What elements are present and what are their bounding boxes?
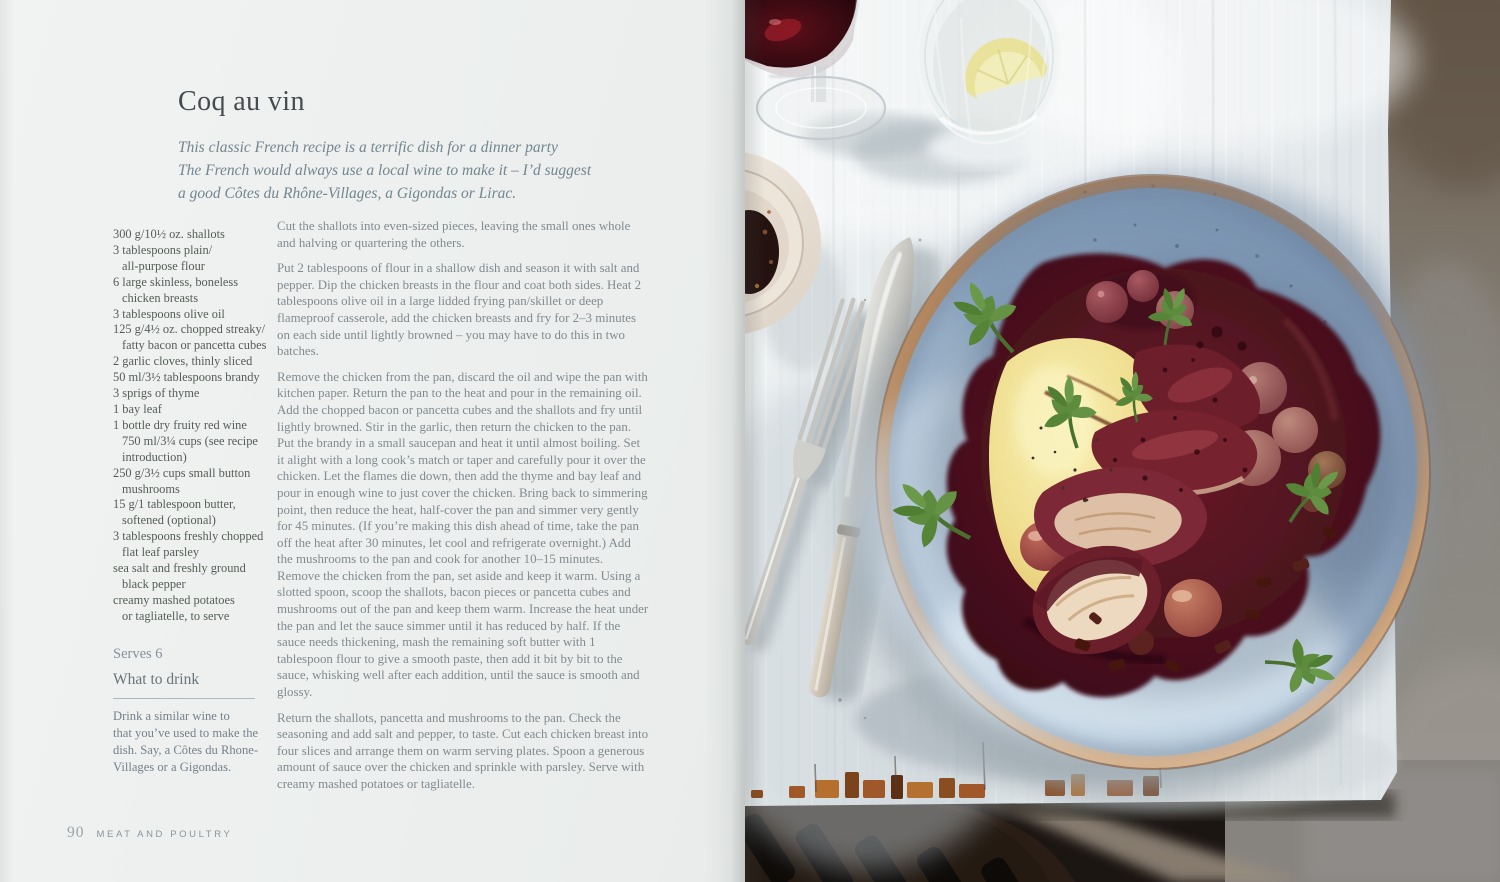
recipe-intro — [178, 136, 591, 205]
ingredient-line: 1 bottle dry fruity red wine — [113, 417, 247, 432]
ingredient-item — [113, 402, 285, 418]
drink-note-line: dish. Say, a Côtes du Rhone- — [113, 743, 259, 757]
coq-au-vin-photo — [745, 0, 1500, 882]
ingredient-line: 3 tablespoons plain/ — [113, 242, 213, 257]
page-footer — [67, 824, 232, 842]
ingredient-line: 300 g/10½ oz. shallots — [113, 227, 225, 241]
serves-label: Serves 6 — [113, 646, 163, 662]
ingredient-line: 50 ml/3½ tablespoons brandy — [113, 370, 260, 385]
ingredient-line: black pepper — [122, 576, 186, 591]
ingredient-item — [113, 561, 285, 593]
ingredient-line: 750 ml/3¼ cups (see recipe — [122, 433, 258, 448]
method-paragraph: Return the shallots, pancetta and mushrooms to the pan. Check the seasoning and add salt and pepper, to taste. Cut each chicken breast into four slices and arrange them on warm serving plates. Spoon a generous amount of sauce over the chicken and sprinkle with parsley. Serve with creamy mashed potatoes or tagliatelle. — [277, 710, 649, 791]
method-paragraph: Remove the chicken from the pan, discard the oil and wipe the pan with kitchen paper. Return the pan to the heat and pour in the remaining oil. Add the chopped bacon or pancetta cubes and the shallots and fry until lightly browned. Stir in the garlic, then return the chicken to the pan. Put the brandy in a small saucepan and heat it until almost boiling. Set it alight with a long cook’s match or taper and carefully pour it over the chicken. Let the flames die down, then add the thyme and bay leaf and pour in enough wine to just cover the chicken. Bring back to simmering point, then reduce the heat, half-cover the pan and simmer very gently for 45 minutes. (If you’re making this dish ahead of time, take the pan off the heat after 30 minutes, let cool and refrigerate overnight.) Add the mushrooms to the pan and cook for another 10–15 minutes. Remove the chicken from the pan, set aside and keep it warm. Using a slotted spoon, scoop the shallots, bacon pieces or pancetta cubes and mushrooms out of the pan and keep them warm. Increase the heat under the pan and let the sauce simmer until it has reduced by half. If the sauce needs thickening, mash the remaining soft butter with 1 tablespoon flour to give a smooth paste, then add it bit by bit to the sauce, whisking well after each addition, until the sauce is smooth and glossy. — [277, 369, 649, 700]
ingredient-line: sea salt and freshly ground — [113, 561, 246, 576]
ingredient-line: 3 tablespoons olive oil — [113, 306, 225, 321]
ingredient-item — [113, 386, 285, 402]
section-label: MEAT AND POULTRY — [96, 829, 233, 840]
page-number: 90 — [67, 824, 85, 841]
ingredient-line: mushrooms — [122, 481, 180, 496]
recipe-page — [0, 0, 745, 882]
ingredient-line: or tagliatelle, to serve — [122, 608, 230, 623]
ingredient-item — [113, 227, 285, 243]
ingredient-line: 6 large skinless, boneless — [113, 274, 239, 289]
ingredient-item — [113, 497, 285, 529]
ingredient-item — [113, 466, 285, 498]
drink-note-line: Villages or a Gigondas. — [113, 760, 232, 774]
ingredient-line: flat leaf parsley — [122, 545, 200, 560]
ingredient-line: 3 sprigs of thyme — [113, 386, 200, 401]
drink-note — [113, 708, 258, 776]
ingredient-item — [113, 275, 285, 307]
ingredient-line: creamy mashed potatoes — [113, 592, 235, 607]
drink-note-line: Drink a similar wine to — [113, 709, 230, 723]
method-text — [277, 218, 649, 802]
intro-line: The French would always use a local wine to make it – I’d suggest — [178, 162, 592, 179]
ingredient-line: softened (optional) — [122, 513, 216, 528]
ingredient-line: 15 g/1 tablespoon butter, — [113, 497, 236, 512]
photo-page — [745, 0, 1500, 882]
intro-line: This classic French recipe is a terrific dish for a dinner party — [178, 139, 558, 156]
ingredient-item — [113, 418, 285, 466]
ingredient-line: all-purpose flour — [122, 258, 205, 273]
drink-note-line: that you’ve used to make the — [113, 726, 259, 740]
ingredient-item — [113, 322, 285, 354]
ingredient-line: 250 g/3½ cups small button — [113, 465, 251, 480]
method-paragraph: Cut the shallots into even-sized pieces, leaving the small ones whole and halving or quartering the others. — [277, 219, 631, 250]
ingredient-item — [113, 307, 285, 323]
ingredient-line: 125 g/4½ oz. chopped streaky/ — [113, 322, 266, 337]
rule-divider — [113, 698, 255, 699]
ingredient-item — [113, 593, 285, 625]
drink-heading: What to drink — [113, 671, 200, 688]
ingredients-list — [113, 227, 285, 625]
ingredient-item — [113, 243, 285, 275]
intro-line: a good Côtes du Rhône-Villages, a Gigondas or Lirac. — [178, 185, 517, 202]
ingredient-line: 1 bay leaf — [113, 401, 162, 416]
ingredient-item — [113, 529, 285, 561]
ingredient-item — [113, 370, 285, 386]
ingredient-line: introduction) — [122, 449, 187, 464]
ingredient-line: 3 tablespoons freshly chopped — [113, 529, 264, 544]
recipe-title: Coq au vin — [178, 86, 305, 117]
ingredient-line: 2 garlic cloves, thinly sliced — [113, 354, 253, 369]
method-paragraph: Put 2 tablespoons of flour in a shallow dish and season it with salt and pepper. Dip the chicken breasts in the flour and coat both sides. Heat 2 tablespoons olive oil in a large lidded frying pan/skillet or deep flameproof casserole, add the chicken breasts and fry for 2–3 minutes on each side until lightly browned – you may have to do this in two batches. — [277, 261, 642, 359]
ingredient-item — [113, 354, 285, 370]
ingredient-line: fatty bacon or pancetta cubes — [122, 338, 267, 353]
ingredient-line: chicken breasts — [122, 290, 199, 305]
